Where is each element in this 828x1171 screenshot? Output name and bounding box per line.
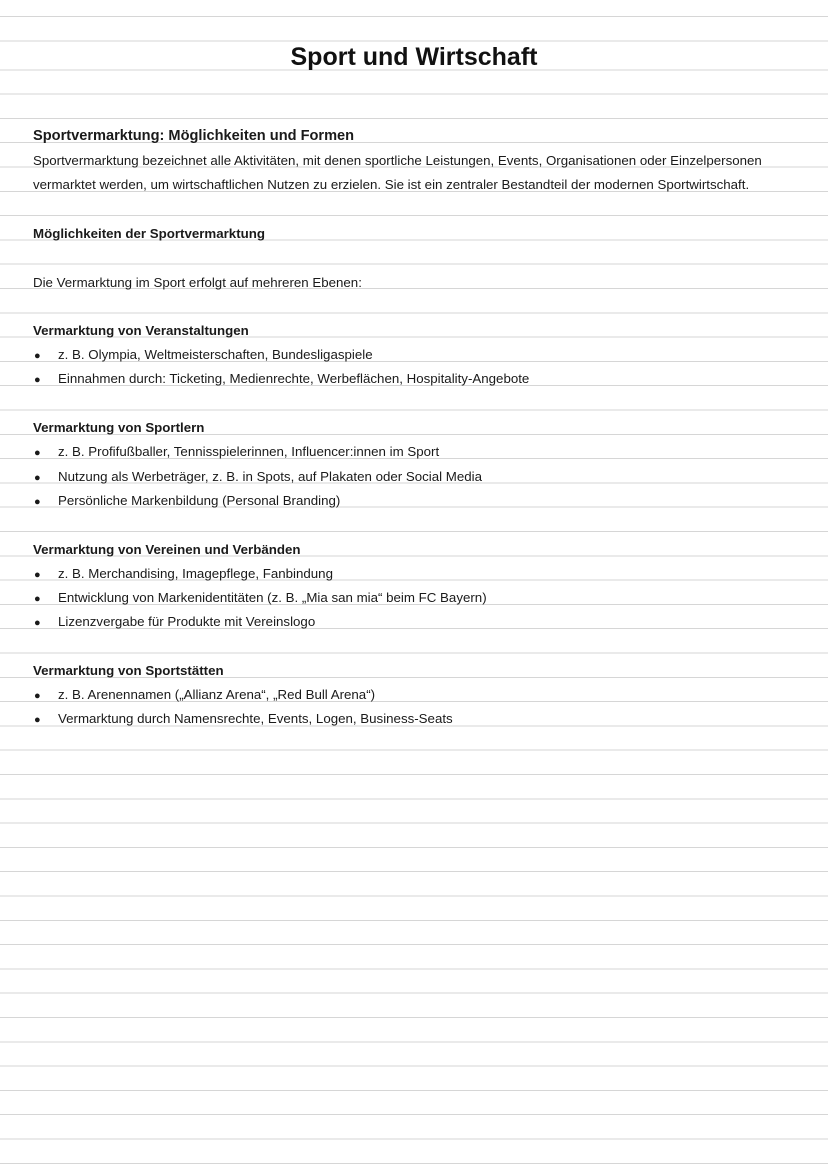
bullet-icon: ●: [34, 569, 41, 581]
list-item-text: Lizenzvergabe für Produkte mit Vereinslogo: [58, 614, 316, 629]
list-item-text: z. B. Olympia, Weltmeisterschaften, Bundesligaspiele: [58, 347, 373, 362]
list-item-text: Nutzung als Werbeträger, z. B. in Spots, auf Plakaten oder Social Media: [58, 469, 483, 484]
list-item: [33, 613, 794, 632]
intro-line-2: vermarktet werden, um wirtschaftlichen Nutzen zu erzielen. Sie ist ein zentraler Bestandteil der modernen Sportwirtschaft.: [33, 177, 750, 192]
bullet-icon: ●: [34, 690, 41, 702]
list-item-text: z. B. Merchandising, Imagepflege, Fanbindung: [58, 566, 333, 581]
bullet-icon: ●: [34, 496, 41, 508]
list-item: [33, 492, 794, 511]
list-item: [33, 710, 794, 729]
bullet-icon: ●: [34, 593, 41, 605]
list-item: [33, 346, 794, 365]
lead-text: Die Vermarktung im Sport erfolgt auf mehreren Ebenen:: [33, 275, 362, 290]
list-item-text: Persönliche Markenbildung (Personal Branding): [58, 493, 341, 508]
list-item: [33, 468, 794, 487]
list-item-text: Einnahmen durch: Ticketing, Medienrechte, Werbeflächen, Hospitality-Angebote: [58, 371, 530, 386]
section-heading: Sportvermarktung: Möglichkeiten und Formen: [33, 128, 355, 144]
list-item-text: Vermarktung durch Namensrechte, Events, Logen, Business-Seats: [58, 711, 453, 726]
bullet-icon: ●: [34, 374, 41, 386]
list-item: [33, 443, 794, 462]
list-item: [33, 370, 794, 389]
bullet-icon: ●: [34, 617, 41, 629]
page-title: Sport und Wirtschaft: [290, 43, 538, 71]
bullet-icon: ●: [34, 714, 41, 726]
bullet-icon: ●: [34, 447, 41, 459]
clubs-heading: Vermarktung von Vereinen und Verbänden: [33, 542, 301, 557]
list-item: [33, 686, 794, 705]
list-item: [33, 565, 794, 584]
list-item-text: Entwicklung von Markenidentitäten (z. B. „Mia san mia“ beim FC Bayern): [58, 590, 487, 605]
bullet-icon: ●: [34, 472, 41, 484]
bullet-icon: ●: [34, 350, 41, 362]
list-item: [33, 589, 794, 608]
events-heading: Vermarktung von Veranstaltungen: [33, 323, 249, 338]
athletes-heading: Vermarktung von Sportlern: [33, 420, 205, 435]
subheading: Möglichkeiten der Sportvermarktung: [33, 226, 266, 241]
list-item-text: z. B. Arenennamen („Allianz Arena“, „Red Bull Arena“): [58, 687, 376, 702]
venues-heading: Vermarktung von Sportstätten: [33, 663, 224, 678]
list-item-text: z. B. Profifußballer, Tennisspielerinnen, Influencer:innen im Sport: [58, 444, 440, 459]
intro-line-1: Sportvermarktung bezeichnet alle Aktivitäten, mit denen sportliche Leistungen, Events, Organisationen oder Einzelpersonen: [33, 153, 762, 168]
